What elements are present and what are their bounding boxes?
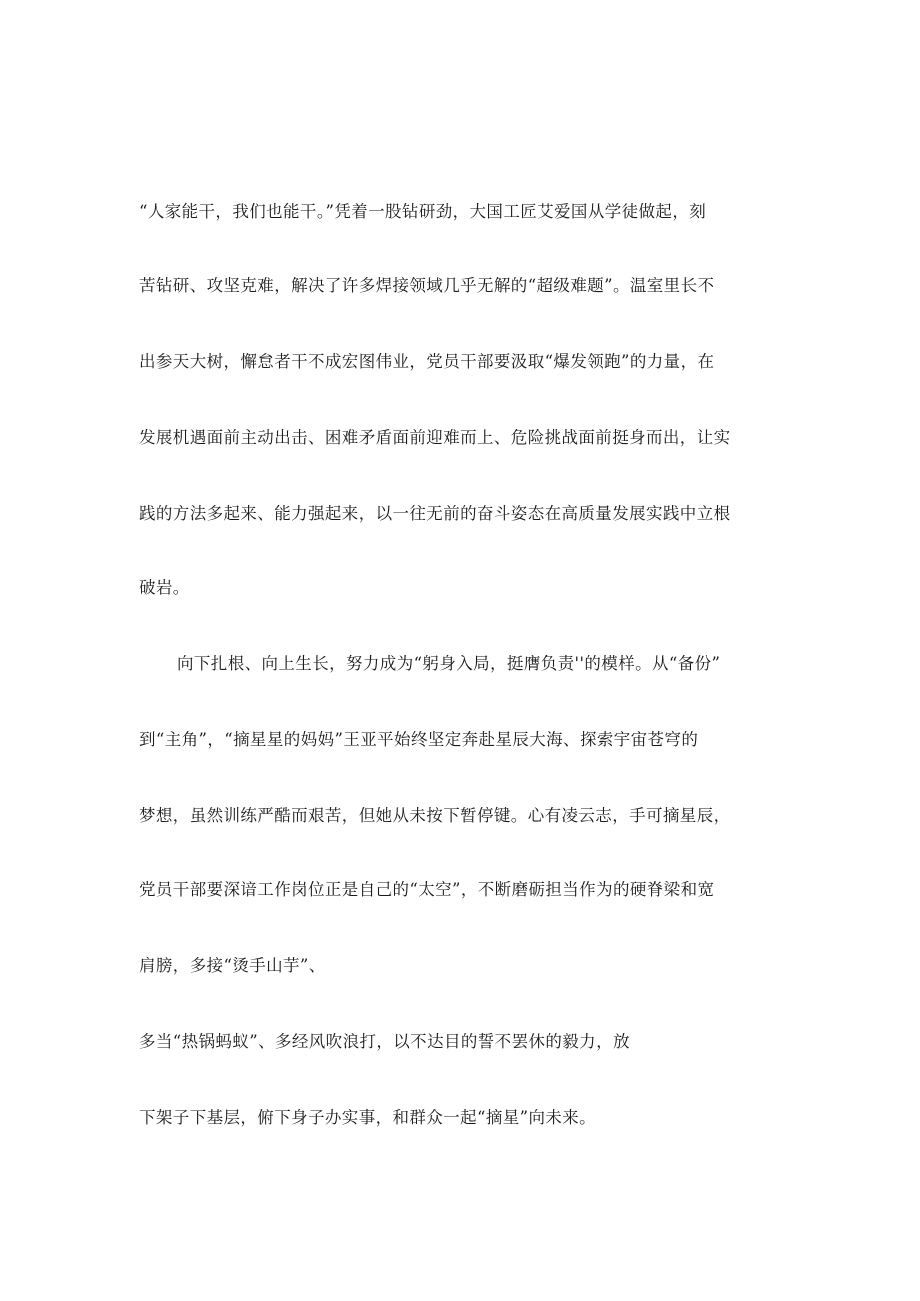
paragraph-2-line-5: 肩膀，多接“烫手山芋”、 bbox=[139, 956, 326, 975]
paragraph-1-line-2: 苦钻研、攻坚克难，解决了许多焊接领域几乎无解的“超级难题”。温室里长不 bbox=[139, 276, 715, 295]
paragraph-2-line-6: 多当“热锅蚂蚁”、多经风吹浪打，以不达目的誓不罢休的毅力，放 bbox=[139, 1032, 630, 1051]
paragraph-2-line-2: 到“主角”，“摘星星的妈妈”王亚平始终坚定奔赴星辰大海、探索宇宙苍穹的 bbox=[139, 730, 699, 749]
paragraph-1-line-4: 发展机遇面前主动出击、困难矛盾面前迎难而上、危险挑战面前挺身而出，让实 bbox=[139, 428, 731, 447]
paragraph-2-line-3: 梦想，虽然训练严酷而艰苦，但她从未按下暂停键。心有凌云志，手可摘星辰， bbox=[139, 806, 731, 825]
paragraph-2-line-4: 党员干部要深谙工作岗位正是自己的“太空”，不断磨砺担当作为的硬脊梁和宽 bbox=[139, 880, 715, 899]
paragraph-1-line-1: “人家能干，我们也能干。”凭着一股钻研劲，大国工匠艾爱国从学徒做起，刻 bbox=[139, 202, 707, 221]
paragraph-1-line-6: 破岩。 bbox=[139, 578, 190, 597]
paragraph-1-line-3: 出参天大树，懈怠者干不成宏图伟业，党员干部要汲取“爆发领跑”的力量，在 bbox=[139, 352, 715, 371]
paragraph-2-line-7: 下架子下基层，俯下身子办实事，和群众一起“摘星”向未来。 bbox=[139, 1108, 597, 1127]
paragraph-1-line-5: 践的方法多起来、能力强起来，以一往无前的奋斗姿态在高质量发展实践中立根 bbox=[139, 504, 731, 523]
paragraph-2-line-1: 向下扎根、向上生长，努力成为“躬身入局，挺膺负责''的模样。从“备份” bbox=[177, 654, 721, 673]
